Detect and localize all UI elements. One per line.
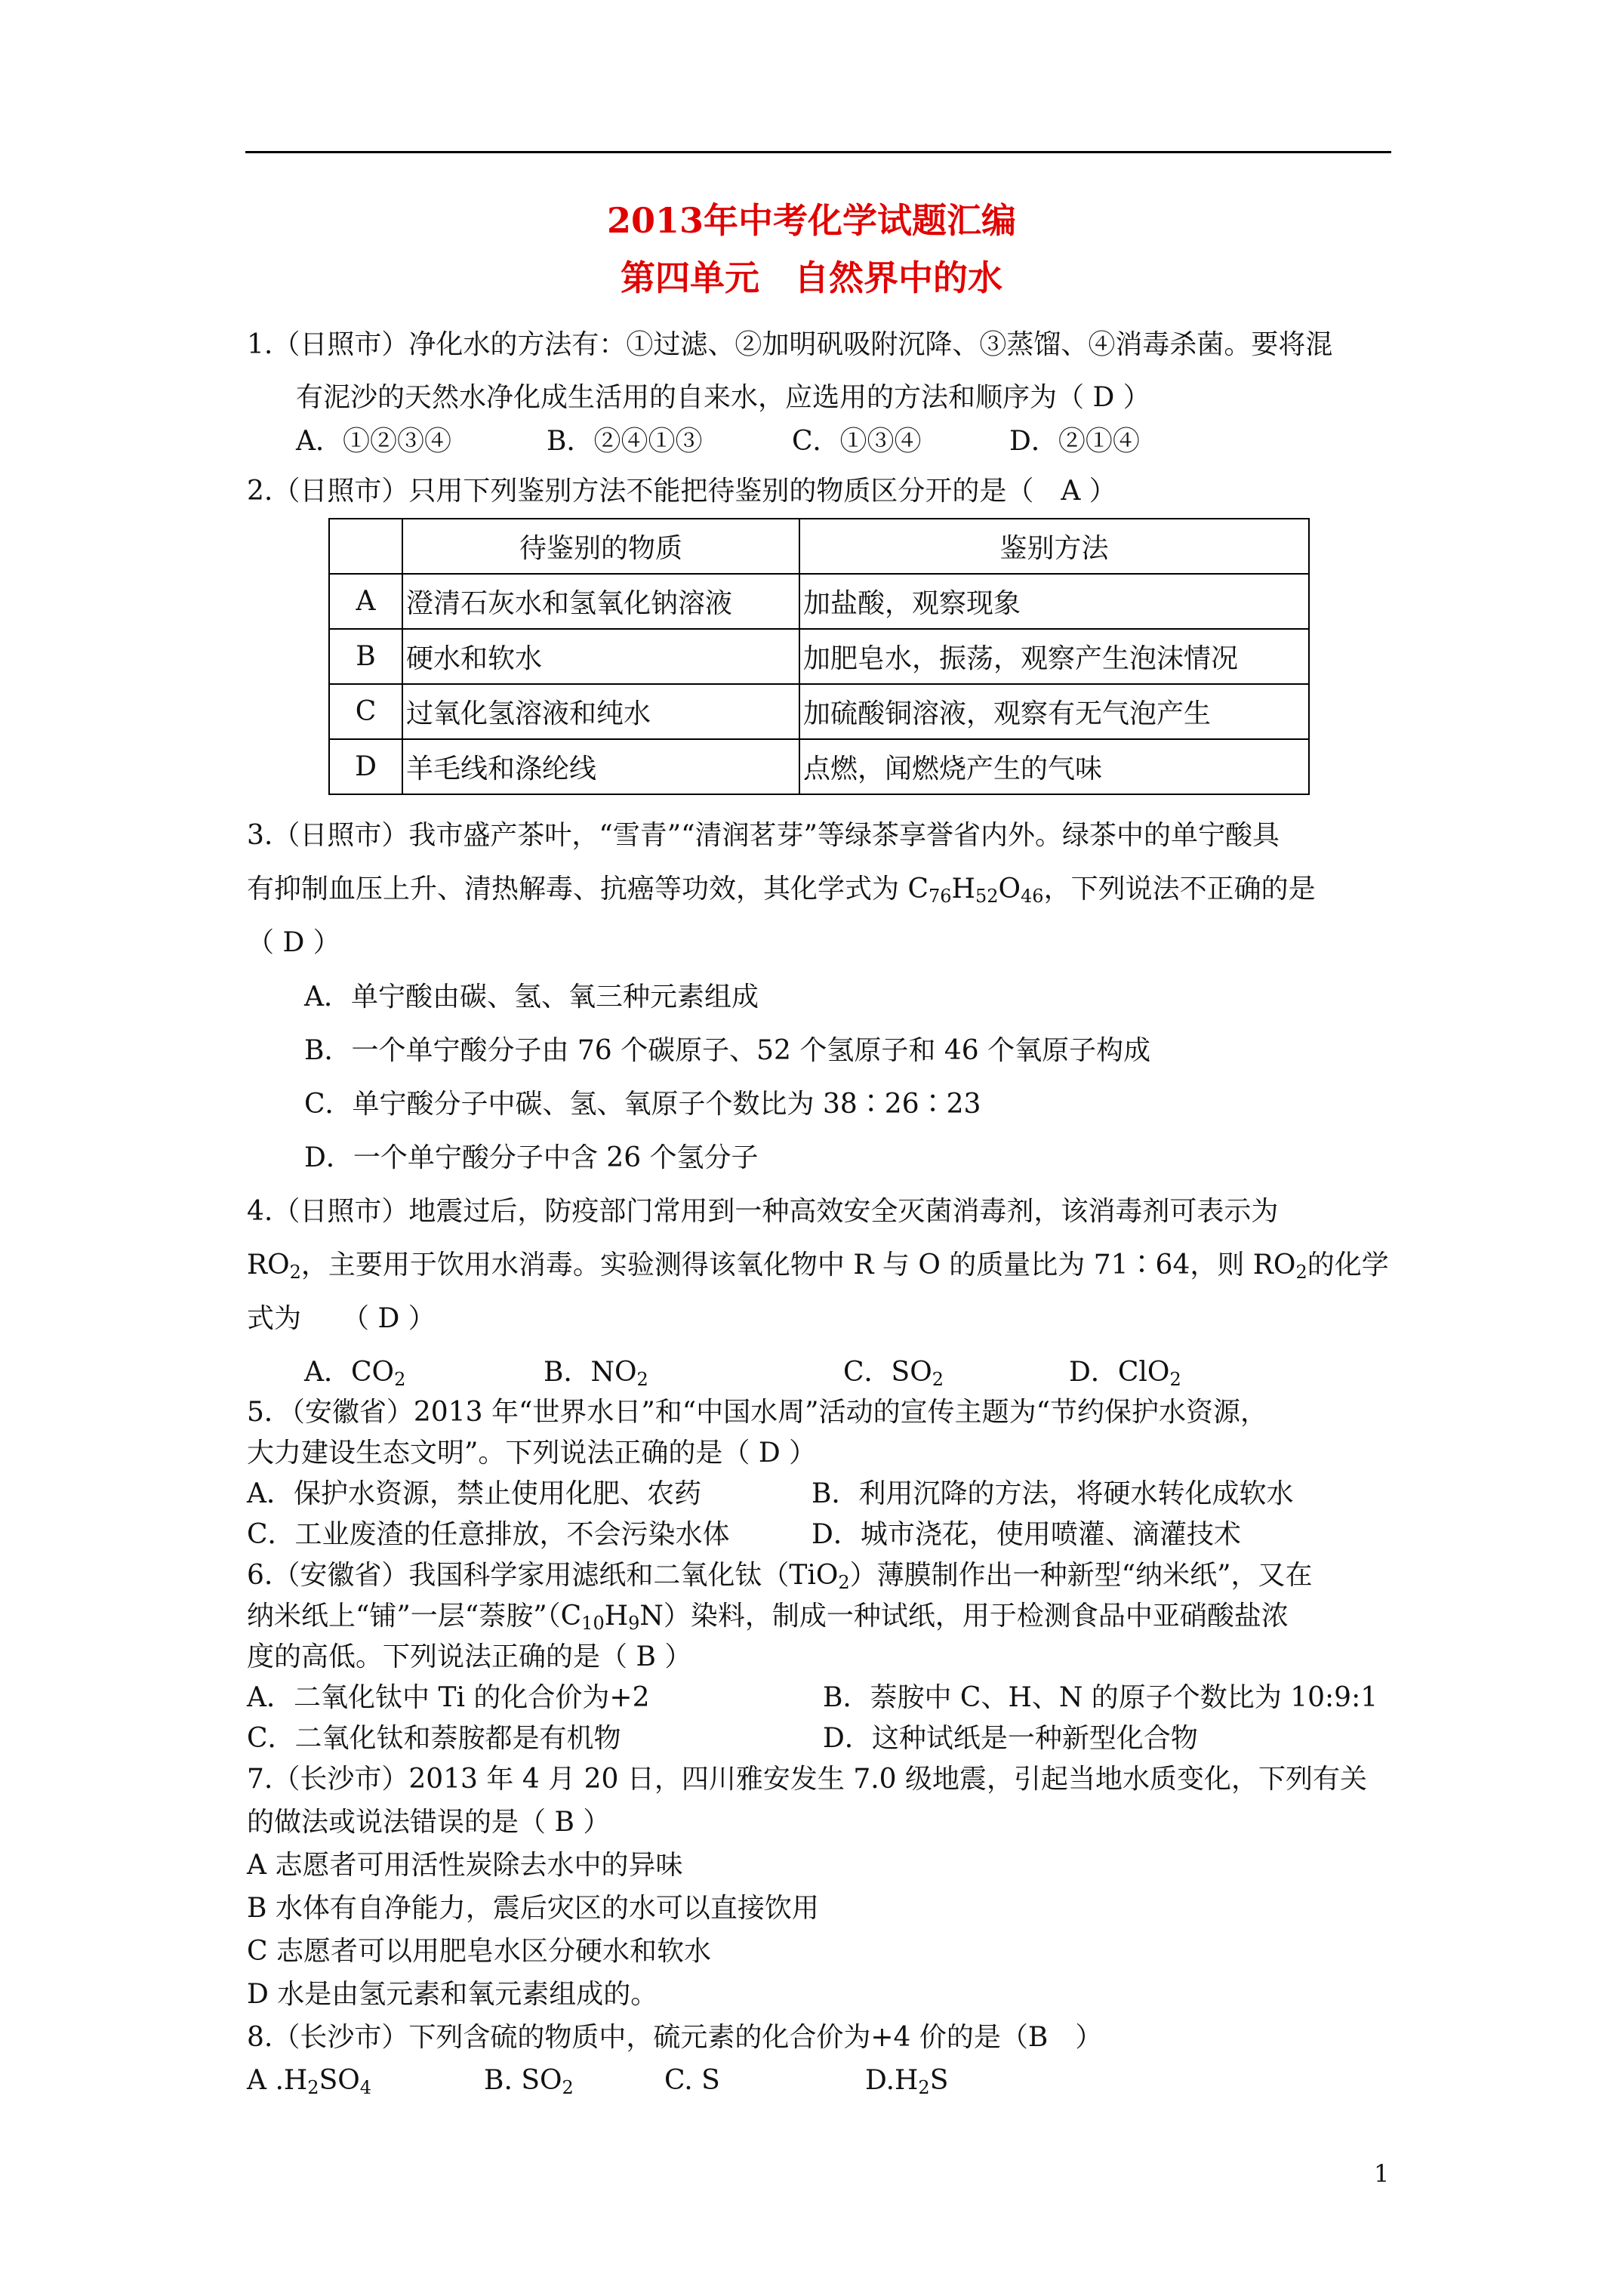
row-method: 点燃，闻燃烧产生的气味 — [799, 739, 1309, 794]
q8-option-a: A $.H_2SO_4$ — [247, 2065, 372, 2098]
row-method: 加盐酸，观察现象 — [799, 574, 1309, 629]
q8-option-d: $D.H_2S$ — [865, 2065, 949, 2098]
q5-option-a: A．保护水资源，禁止使用化肥、农药 — [247, 1478, 701, 1509]
q3-option-d: D．一个单宁酸分子中含 26 个氢分子 — [304, 1142, 759, 1173]
table-row — [329, 684, 1309, 739]
table-row — [329, 574, 1309, 629]
q8-line1: 8.（长沙市）下列含硫的物质中，硫元素的化合价为+4 价的是（B ） — [247, 2022, 1103, 2053]
q1-option-a: A．①②③④ — [296, 426, 451, 457]
q1-option-d: D．②①④ — [1009, 426, 1140, 457]
q6-option-c: C．二氧化钛和萘胺都是有机物 — [247, 1723, 621, 1754]
q3-answer: （ D ） — [247, 927, 340, 958]
row-substance: 过氧化氢溶液和纯水 — [402, 684, 799, 739]
q6-option-a: A．二氧化钛中 Ti 的化合价为+2 — [247, 1682, 650, 1713]
q4-option-a: A．$CO_2$ — [304, 1357, 406, 1390]
q5-line1: 5．（安徽省）2013 年“世界水日”和“中国水周”活动的宣传主题为“节约保护水资源， — [247, 1397, 1267, 1428]
table-header-blank — [329, 519, 402, 574]
header-rule — [245, 151, 1391, 153]
q7-option-a: A 志愿者可用活性炭除去水中的异味 — [247, 1850, 683, 1881]
row-substance: 羊毛线和涤纶线 — [402, 739, 799, 794]
q6-option-d: D．这种试纸是一种新型化合物 — [823, 1723, 1198, 1754]
q4-line1: 4.（日照市）地震过后，防疫部门常用到一种高效安全灭菌消毒剂，该消毒剂可表示为 — [247, 1196, 1279, 1227]
q7-line1: 7.（长沙市）2013 年 4 月 20 日，四川雅安发生 7.0 级地震，引起当地水质变化，下列有关 — [247, 1764, 1368, 1795]
q8-option-b: B. $SO_2$ — [484, 2065, 574, 2098]
page-title: 2013年中考化学试题汇编 — [606, 200, 1017, 241]
q7-option-b: B 水体有自净能力，震后灾区的水可以直接饮用 — [247, 1893, 819, 1924]
page-number: 1 — [1374, 2159, 1390, 2188]
q6-line1: 6.（安徽省）我国科学家用滤纸和二氧化钛（TiO$_2$）薄膜制作出一种新型“纳米纸”，又在 — [247, 1560, 1313, 1593]
q1-option-b: B．②④①③ — [547, 426, 703, 457]
q1-option-c: C．①③④ — [792, 426, 922, 457]
q4-option-b: B．$NO_2$ — [544, 1357, 648, 1390]
q4-line2: $RO_2$，主要用于饮用水消毒。实验测得该氧化物中 R 与 O 的质量比为 71∶64，则 $RO_2$的化学 — [247, 1250, 1389, 1283]
row-label: B — [329, 629, 402, 684]
row-method: 加肥皂水，振荡，观察产生泡沫情况 — [799, 629, 1309, 684]
q1-line1: 1.（日照市）净化水的方法有：①过滤、②加明矾吸附沉降、③蒸馏、④消毒杀菌。要将混 — [247, 329, 1333, 360]
q7-option-c: C 志愿者可以用肥皂水区分硬水和软水 — [247, 1936, 711, 1967]
q4-option-d: D．ClO$_2$ — [1069, 1357, 1181, 1390]
q5-option-b: B．利用沉降的方法，将硬水转化成软水 — [812, 1478, 1294, 1509]
table-header-row — [329, 519, 1309, 574]
q5-option-d: D．城市浇花，使用喷灌、滴灌技术 — [812, 1519, 1241, 1550]
table-row — [329, 629, 1309, 684]
q8-option-c: C. S — [664, 2065, 720, 2096]
row-method: 加硫酸铜溶液，观察有无气泡产生 — [799, 684, 1309, 739]
q3-line1: 3.（日照市）我市盛产茶叶，“雪青”“清润茗芽”等绿茶享誉省内外。绿茶中的单宁酸具 — [247, 820, 1280, 851]
row-label: A — [329, 574, 402, 629]
row-label: D — [329, 739, 402, 794]
q3-line2: 有抑制血压上升、清热解毒、抗癌等功效，其化学式为 $C_{76}H_{52}O_{46}$，下列说法不正确的是 — [247, 874, 1316, 907]
q3-option-b: B．一个单宁酸分子由 76 个碳原子、52 个氢原子和 46 个氧原子构成 — [304, 1035, 1151, 1066]
table-header-substance: 待鉴别的物质 — [402, 519, 799, 574]
q3-option-a: A．单宁酸由碳、氢、氧三种元素组成 — [304, 982, 759, 1012]
q4-line3: 式为 （ D ） — [247, 1303, 436, 1334]
q4-option-c: C．$SO_2$ — [843, 1357, 944, 1390]
q2-stem: 2.（日照市）只用下列鉴别方法不能把待鉴别的物质区分开的是（ A ） — [247, 476, 1116, 507]
row-substance: 澄清石灰水和氢氧化钠溶液 — [402, 574, 799, 629]
table-row — [329, 739, 1309, 794]
q7-option-d: D 水是由氢元素和氧元素组成的。 — [247, 1979, 658, 2010]
q6-line3: 度的高低。下列说法正确的是（ B ） — [247, 1641, 692, 1672]
q5-option-c: C．工业废渣的任意排放，不会污染水体 — [247, 1519, 730, 1550]
q3-option-c: C．单宁酸分子中碳、氢、氧原子个数比为 38∶26∶23 — [304, 1089, 981, 1120]
q6-line2: 纳米纸上“铺”一层“萘胺$”(C_{10}H_9N)$染料，制成一种试纸，用于检测食品中亚硝酸盐浓 — [247, 1601, 1289, 1634]
row-substance: 硬水和软水 — [402, 629, 799, 684]
q1-line2: 有泥沙的天然水净化成生活用的自来水，应选用的方法和顺序为（ D ） — [296, 382, 1150, 413]
q2-table — [328, 518, 1310, 795]
page-subtitle: 第四单元 自然界中的水 — [621, 257, 1002, 298]
q7-line2: 的做法或说法错误的是（ B ） — [247, 1807, 611, 1838]
row-label: C — [329, 684, 402, 739]
q5-line2: 大力建设生态文明”。下列说法正确的是（ D ） — [247, 1438, 817, 1469]
table-header-method: 鉴别方法 — [799, 519, 1309, 574]
q6-option-b: B．萘胺中 C、H、N 的原子个数比为 10:9:1 — [823, 1682, 1378, 1713]
